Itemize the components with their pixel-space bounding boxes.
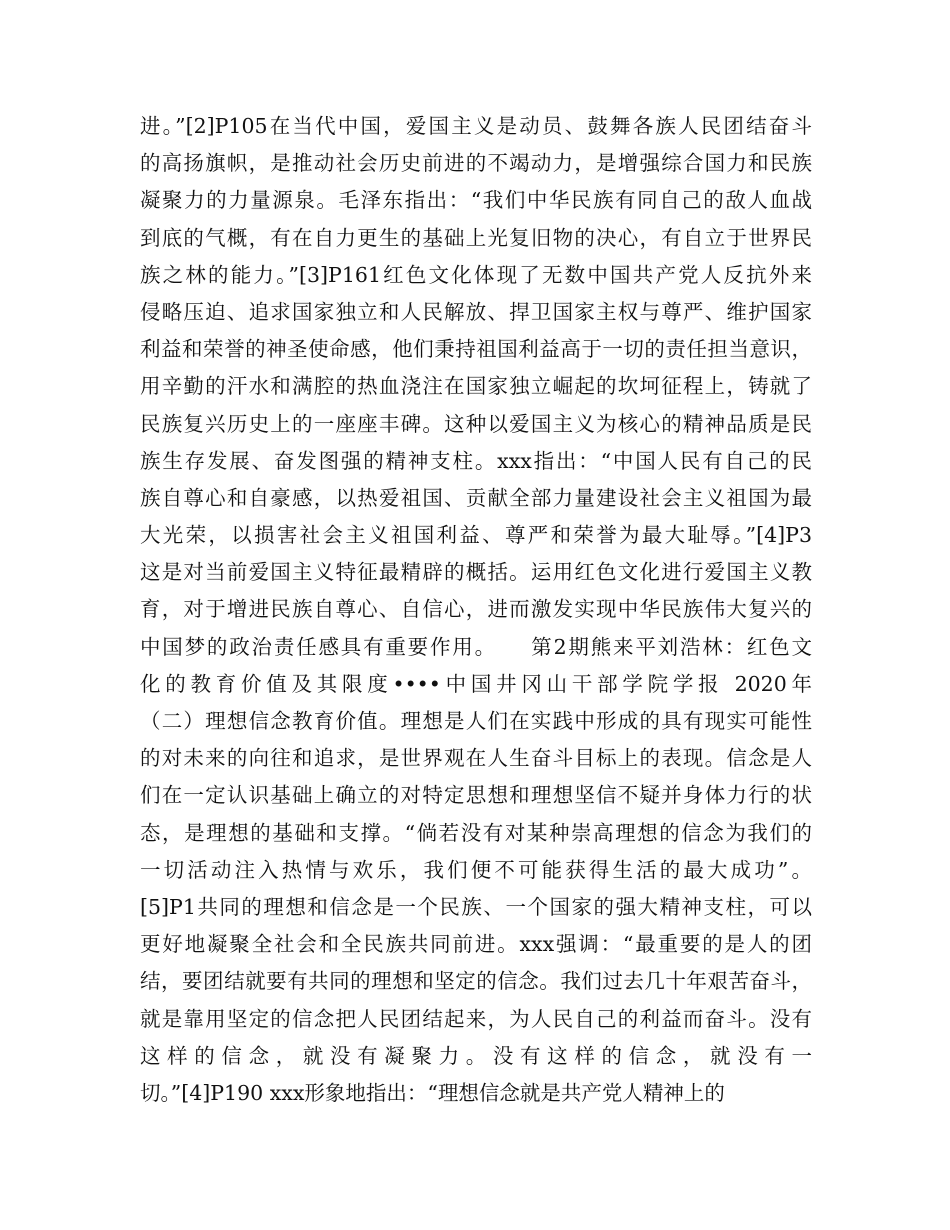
text-line: 切。”[4]P190 xxx形象地指出：“理想信念就是共产党人精神上的 [140, 1080, 725, 1105]
text-line: 的高扬旗帜，是推动社会历史前进的不竭动力，是增强综合国力和民族 [140, 151, 812, 176]
text-line: 族自尊心和自豪感，以热爱祖国、贡献全部力量建设社会主义祖国为最 [140, 485, 812, 510]
text-line: 这是对当前爱国主义特征最精辟的概括。运用红色文化进行爱国主义教 [140, 560, 812, 585]
text-line: 凝聚力的力量源泉。毛泽东指出：“我们中华民族有同自己的敌人血战 [140, 188, 812, 213]
text-line: 这样的信念，就没有凝聚力。没有这样的信念，就没有一 [140, 1043, 812, 1068]
text-line: 族生存发展、奋发图强的精神支柱。xxx指出：“中国人民有自己的民 [140, 448, 812, 473]
text-line: 用辛勤的汗水和满腔的热血浇注在国家独立崛起的坎坷征程上，铸就了 [140, 374, 812, 399]
text-line: 侵略压迫、追求国家独立和人民解放、捍卫国家主权与尊严、维护国家 [140, 299, 812, 324]
text-line: 结，要团结就要有共同的理想和坚定的信念。我们过去几十年艰苦奋斗， [140, 969, 812, 994]
text-line: 态，是理想的基础和支撑。“倘若没有对某种崇高理想的信念为我们的 [140, 820, 812, 845]
text-line: [5]P1共同的理想和信念是一个民族、一个国家的强大精神支柱，可以 [140, 894, 812, 919]
text-line: 更好地凝聚全社会和全民族共同前进。xxx强调：“最重要的是人的团 [140, 932, 812, 957]
text-line: 中国梦的政治责任感具有重要作用。 第2期熊来平刘浩林：红色文 [140, 634, 812, 659]
text-line: 就是靠用坚定的信念把人民团结起来，为人民自己的利益而奋斗。没有 [140, 1006, 812, 1031]
text-line: 的对未来的向往和追求，是世界观在人生奋斗目标上的表现。信念是人 [140, 746, 812, 771]
text-line: （二）理想信念教育价值。理想是人们在实践中形成的具有现实可能性 [140, 709, 812, 733]
text-line: 利益和荣誉的神圣使命感，他们秉持祖国利益高于一切的责任担当意识， [140, 337, 812, 362]
text-line: 族之林的能力。”[3]P161红色文化体现了无数中国共产党人反抗外来 [140, 262, 812, 287]
text-line: 大光荣，以损害社会主义祖国利益、尊严和荣誉为最大耻辱。”[4]P3 [140, 523, 812, 548]
text-line: 到底的气概，有在自力更生的基础上光复旧物的决心，有自立于世界民 [140, 225, 812, 250]
document-body [140, 108, 812, 1112]
text-line: 民族复兴历史上的一座座丰碑。这种以爱国主义为核心的精神品质是民 [140, 411, 812, 436]
text-line: 们在一定认识基础上确立的对特定思想和理想坚信不疑并身体力行的状 [140, 783, 812, 808]
text-line: 进。”[2]P105在当代中国，爱国主义是动员、鼓舞各族人民团结奋斗 [140, 114, 812, 138]
text-line: 化的教育价值及其限度••••中国井冈山干部学院学报 2020年 [140, 671, 812, 696]
text-line: 一切活动注入热情与欢乐，我们便不可能获得生活的最大成功”。 [140, 857, 812, 882]
text-line: 育，对于增进民族自尊心、自信心，进而激发实现中华民族伟大复兴的 [140, 597, 812, 622]
